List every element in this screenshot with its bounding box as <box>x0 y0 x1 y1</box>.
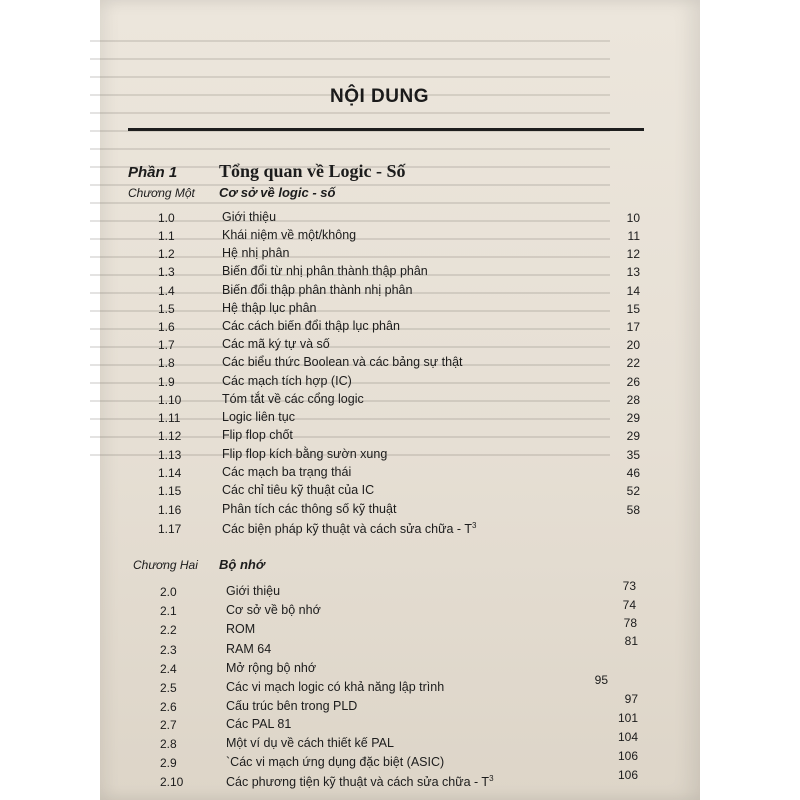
entry-number: 1.17 <box>158 522 182 536</box>
entry-page: 13 <box>626 265 640 279</box>
entry-number: 1.13 <box>158 448 182 462</box>
part-label: Phần 1 <box>128 164 178 181</box>
superscript: 3 <box>489 774 494 783</box>
entry-page: 81 <box>624 634 638 648</box>
entry-number: 1.3 <box>158 265 175 279</box>
entry-title: Hệ thập lục phân <box>222 301 317 315</box>
entry-title: Flip flop chốt <box>222 428 293 442</box>
entry-number: 1.11 <box>158 411 181 425</box>
entry-number: 1.10 <box>158 393 182 407</box>
entry-title <box>222 521 476 536</box>
entry-title: Một ví dụ về cách thiết kế PAL <box>226 736 394 750</box>
entry-page: 58 <box>626 503 640 517</box>
entry-page: 74 <box>622 598 636 612</box>
entry-title: ROM <box>226 622 256 636</box>
entry-page: 17 <box>626 320 640 334</box>
entry-number: 1.14 <box>158 466 182 480</box>
entry-title: Cấu trúc bên trong PLD <box>226 699 358 713</box>
entry-title: `Các vi mạch ứng dụng đặc biệt (ASIC) <box>226 755 445 769</box>
part-title: Tổng quan về Logic - Số <box>219 161 406 181</box>
entry-page: 22 <box>626 356 640 370</box>
entry-title: Mở rộng bộ nhớ <box>226 661 317 675</box>
entry-title: Các biểu thức Boolean và các bảng sự thật <box>222 355 463 369</box>
entry-title-text: Các phương tiện kỹ thuật và cách sửa chữa - T <box>226 775 490 790</box>
entry-page: 73 <box>622 579 636 593</box>
entry-title: Logic liên tục <box>222 410 295 424</box>
entry-page: 28 <box>626 393 640 407</box>
entry-number: 1.5 <box>158 302 175 316</box>
entry-page: 97 <box>624 692 638 706</box>
entry-page: 11 <box>627 229 640 243</box>
entry-title: Các mạch tích hợp (IC) <box>222 374 352 388</box>
entry-title: Biến đổi thập phân thành nhị phân <box>222 283 413 297</box>
entry-number: 1.0 <box>158 211 175 225</box>
entry-title: Tóm tắt về các cổng logic <box>222 392 364 406</box>
entry-page: 26 <box>626 375 640 389</box>
entry-title: Phân tích các thông số kỹ thuật <box>222 502 397 516</box>
entry-title: Biến đổi từ nhị phân thành thập phân <box>222 264 428 278</box>
entry-title: Các cách biến đổi thập lục phân <box>222 319 400 333</box>
entry-number: 1.6 <box>158 320 175 334</box>
entry-number: 2.7 <box>160 718 177 732</box>
entry-title: Các vi mạch logic có khả năng lập trình <box>226 680 445 694</box>
entry-page: 106 <box>617 768 638 782</box>
entry-page: 20 <box>626 338 640 352</box>
entry-number: 2.5 <box>160 681 177 695</box>
entry-page: 15 <box>626 302 640 316</box>
entry-title: Các PAL 81 <box>226 717 292 731</box>
entry-title: Các mã ký tự và số <box>222 337 330 351</box>
entry-number: 1.12 <box>158 429 182 443</box>
entry-title <box>226 774 494 789</box>
entry-number: 1.4 <box>158 284 175 298</box>
entry-page: 12 <box>626 247 640 261</box>
entry-page: 106 <box>617 749 638 763</box>
entry-number: 1.7 <box>158 338 175 352</box>
entry-title: Giới thiệu <box>226 584 281 598</box>
entry-page: 52 <box>626 484 640 498</box>
entry-number: 2.4 <box>160 662 177 676</box>
entry-title: Giới thiệu <box>222 210 277 224</box>
entry-number: 1.16 <box>158 503 182 517</box>
entry-title: Các mạch ba trạng thái <box>222 465 352 479</box>
entry-page: 10 <box>626 211 640 225</box>
entry-number: 1.15 <box>158 484 182 498</box>
entry-title: Cơ sở về bộ nhớ <box>226 603 321 617</box>
entry-number: 2.1 <box>160 604 177 618</box>
entry-page: 14 <box>626 284 640 298</box>
entry-page: 78 <box>623 616 637 630</box>
entry-number: 2.10 <box>160 775 184 789</box>
entry-page: 46 <box>626 466 640 480</box>
entry-number: 2.0 <box>160 585 177 599</box>
entry-title: RAM 64 <box>226 642 272 656</box>
chapter-label: Chương Một <box>128 186 195 200</box>
entry-number: 1.2 <box>158 247 175 261</box>
chapter-title: Cơ sở về logic - số <box>219 185 336 200</box>
entry-page: 29 <box>626 411 640 425</box>
entry-page: 95 <box>594 673 608 687</box>
entry-number: 1.9 <box>158 375 175 389</box>
entry-page: 104 <box>617 730 638 744</box>
toc-title: NỘI DUNG <box>330 86 429 107</box>
entry-number: 2.6 <box>160 700 177 714</box>
entry-number: 1.8 <box>158 356 175 370</box>
chapter-title: Bộ nhớ <box>219 557 265 572</box>
entry-title: Khái niệm về một/không <box>222 228 357 242</box>
entry-number: 2.9 <box>160 756 177 770</box>
entry-page: 29 <box>626 429 640 443</box>
entry-number: 2.2 <box>160 623 177 637</box>
chapter-label: Chương Hai <box>133 558 198 572</box>
entry-title: Flip flop kích bằng sườn xung <box>222 447 388 461</box>
entry-page: 101 <box>617 711 638 725</box>
entry-number: 2.8 <box>160 737 177 751</box>
entry-number: 2.3 <box>160 643 177 657</box>
entry-page: 35 <box>626 448 640 462</box>
entry-title: Hệ nhị phân <box>222 246 290 260</box>
entry-title-text: Các biện pháp kỹ thuật và cách sửa chữa - T <box>222 522 472 537</box>
entry-number: 1.1 <box>158 229 175 243</box>
superscript: 3 <box>471 521 477 530</box>
entry-title: Các chỉ tiêu kỹ thuật của IC <box>222 483 375 497</box>
title-rule <box>128 128 644 131</box>
